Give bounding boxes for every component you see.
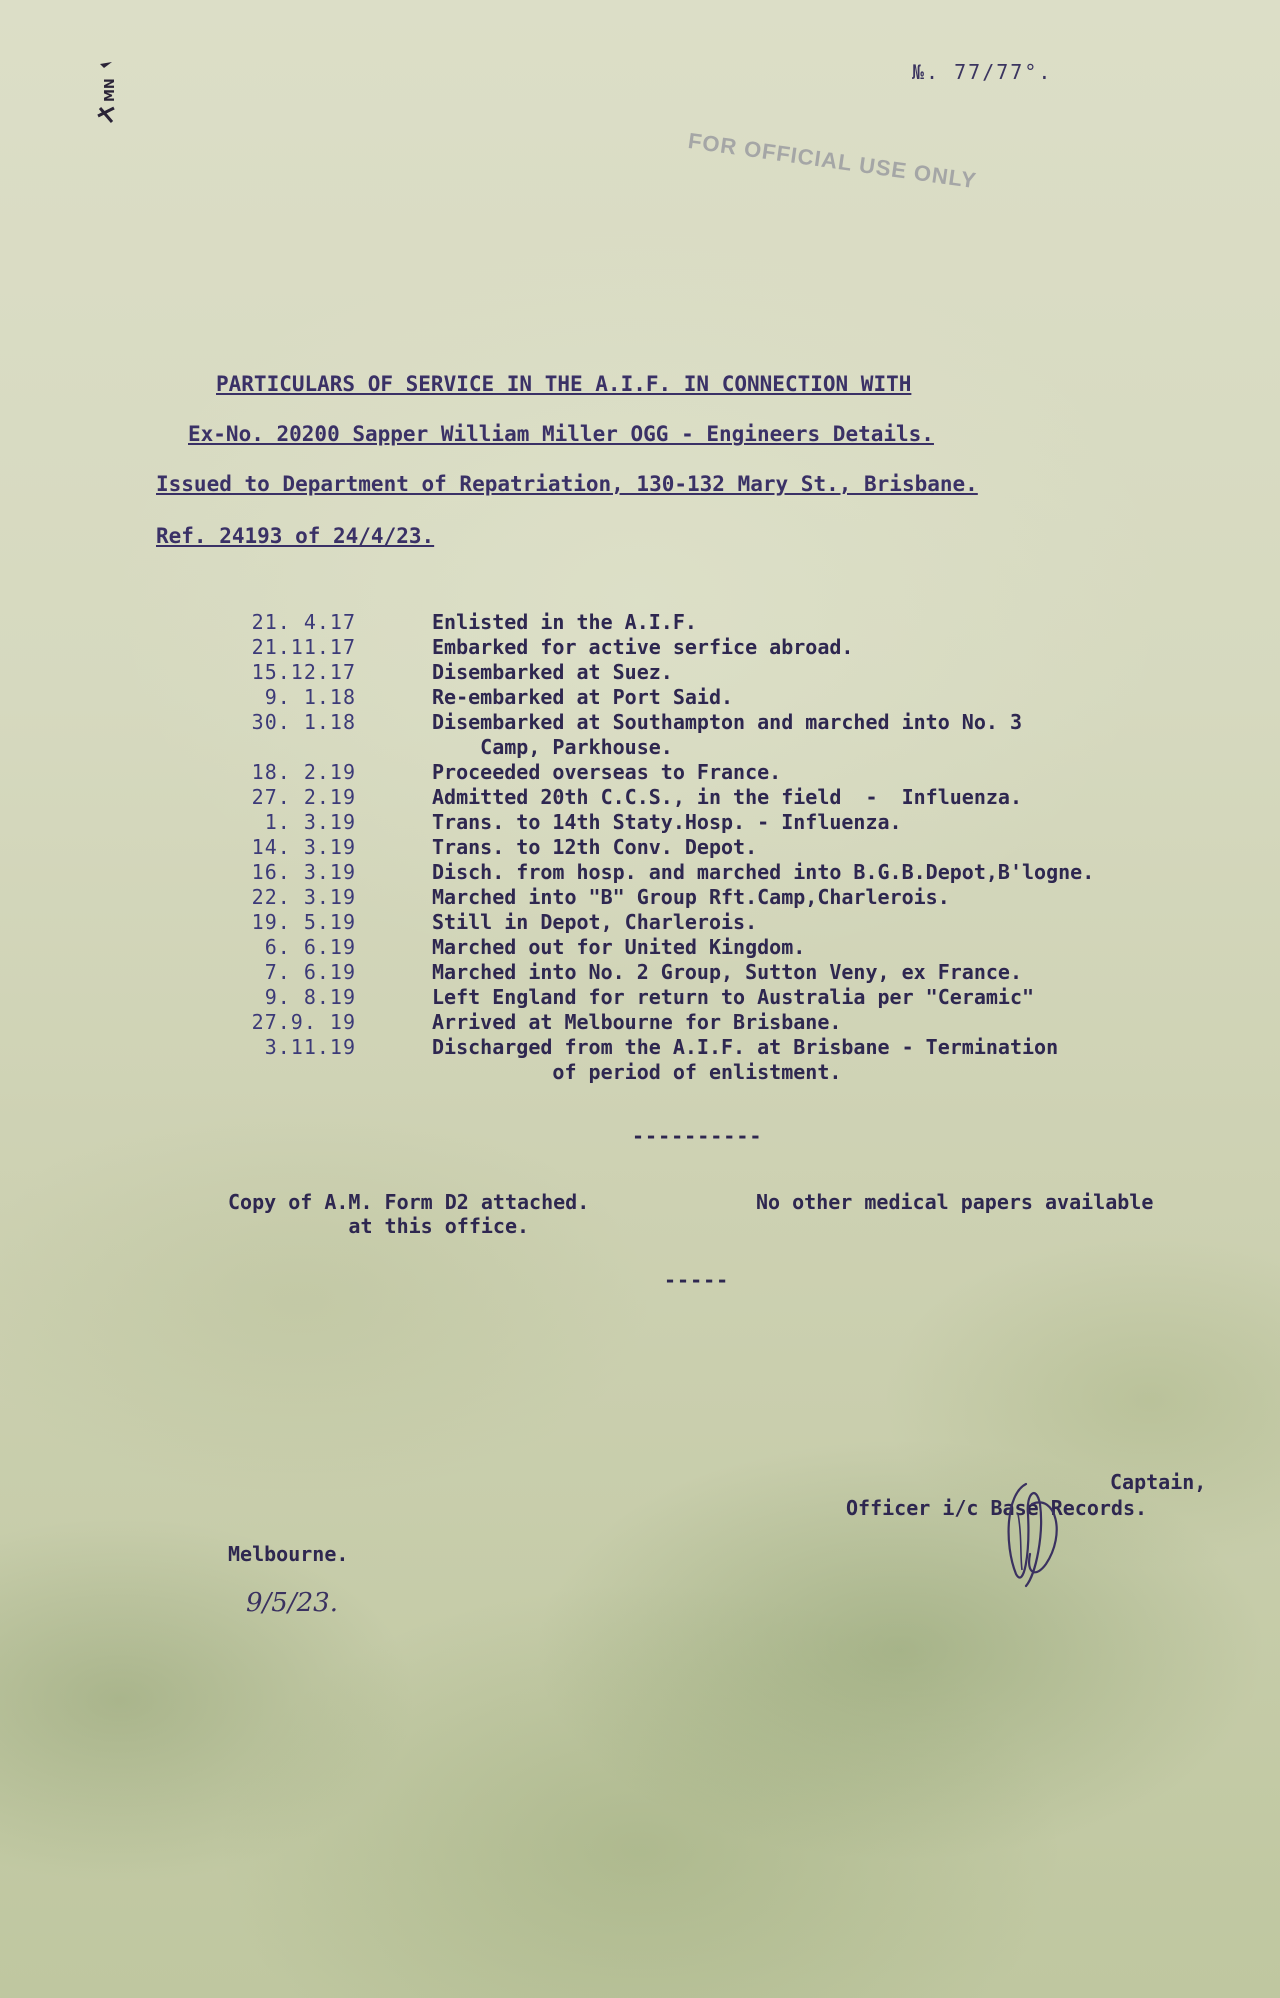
official-stamp: FOR OFFICIAL USE ONLY <box>686 128 979 194</box>
event-row <box>226 1010 1276 1035</box>
service-events-list <box>226 610 1276 1085</box>
event-description: Still in Depot, Charlerois. <box>432 910 758 934</box>
margin-initials-mark <box>94 56 124 132</box>
signatory-rank: Captain, <box>1110 1470 1207 1494</box>
margin-initials: MN <box>103 78 118 102</box>
event-description: Marched into "B" Group Rft.Camp,Charlerois. <box>432 885 950 909</box>
section-divider: ---------- <box>632 1124 763 1148</box>
event-date: 7. 6.19 <box>264 960 356 984</box>
event-description: Enlisted in the A.I.F. <box>432 610 697 634</box>
event-description: Disch. from hosp. and marched into B.G.B.Depot,B'logne. <box>432 860 1095 884</box>
event-row <box>226 810 1276 835</box>
event-description: Trans. to 12th Conv. Depot. <box>432 835 758 859</box>
issue-date: 9/5/23. <box>246 1588 338 1618</box>
event-row <box>226 1035 1276 1085</box>
event-date: 14. 3.19 <box>251 835 356 859</box>
event-row <box>226 835 1276 860</box>
signatory-office: Officer i/c Base Records. <box>846 1496 1148 1520</box>
event-date: 19. 5.19 <box>251 910 356 934</box>
event-description: Marched out for United Kingdom. <box>432 935 806 959</box>
event-date: 3.11.19 <box>264 1035 356 1059</box>
handwritten-signature <box>996 1474 1076 1594</box>
event-row <box>226 860 1276 885</box>
event-description: Marched into No. 2 Group, Sutton Veny, ex France. <box>432 960 1023 984</box>
event-row <box>226 610 1276 635</box>
reference-line: Ref. 24193 of 24/4/23. <box>156 524 435 548</box>
event-description: Disembarked at Suez. <box>432 660 673 684</box>
event-description: Arrived at Melbourne for Brisbane. <box>432 1010 842 1034</box>
event-date: 15.12.17 <box>251 660 356 684</box>
event-date: 1. 3.19 <box>264 810 356 834</box>
event-row <box>226 885 1276 910</box>
document-title: PARTICULARS OF SERVICE IN THE A.I.F. IN CONNECTION WITH <box>216 372 912 396</box>
event-row <box>226 635 1276 660</box>
event-row <box>226 935 1276 960</box>
medical-note: Copy of A.M. Form D2 attached. at this office. <box>228 1190 590 1238</box>
event-description: Trans. to 14th Staty.Hosp. - Influenza. <box>432 810 902 834</box>
event-date: 9. 1.18 <box>264 685 356 709</box>
event-description: Re-embarked at Port Said. <box>432 685 734 709</box>
event-description: Embarked for active serfice abroad. <box>432 635 854 659</box>
event-date: 9. 8.19 <box>264 985 356 1009</box>
event-description: Proceeded overseas to France. <box>432 760 782 784</box>
event-date: 30. 1.18 <box>251 710 356 734</box>
event-row <box>226 685 1276 710</box>
event-description: Disembarked at Southampton and marched into No. 3 Camp, Parkhouse. <box>432 710 1023 759</box>
event-row <box>226 910 1276 935</box>
issued-to-line: Issued to Department of Repatriation, 130-132 Mary St., Brisbane. <box>156 472 978 496</box>
event-row <box>226 760 1276 785</box>
event-date: 22. 3.19 <box>251 885 356 909</box>
event-date: 21. 4.17 <box>251 610 356 634</box>
event-description: Discharged from the A.I.F. at Brisbane - Termination of period of enlistment. <box>432 1035 1059 1084</box>
event-date: 16. 3.19 <box>251 860 356 884</box>
section-divider-short: ----- <box>664 1268 730 1292</box>
event-row <box>226 660 1276 685</box>
event-description: Left England for return to Australia per "Ceramic" <box>432 985 1035 1009</box>
event-row <box>226 985 1276 1010</box>
event-row <box>226 710 1276 760</box>
soldier-line: Ex-No. 20200 Sapper William Miller OGG - Engineers Details. <box>188 422 934 446</box>
reference-number: №. 77/77°. <box>912 60 1053 84</box>
medical-note-availability: No other medical papers available <box>756 1190 1154 1214</box>
event-row <box>226 785 1276 810</box>
place-of-issue: Melbourne. <box>228 1542 349 1566</box>
event-row <box>226 960 1276 985</box>
event-date: 21.11.17 <box>251 635 356 659</box>
event-date: 27. 2.19 <box>251 785 356 809</box>
event-description: Admitted 20th C.C.S., in the field - Influenza. <box>432 785 1023 809</box>
event-date: 6. 6.19 <box>264 935 356 959</box>
event-date: 18. 2.19 <box>251 760 356 784</box>
event-date: 27.9. 19 <box>251 1010 356 1034</box>
